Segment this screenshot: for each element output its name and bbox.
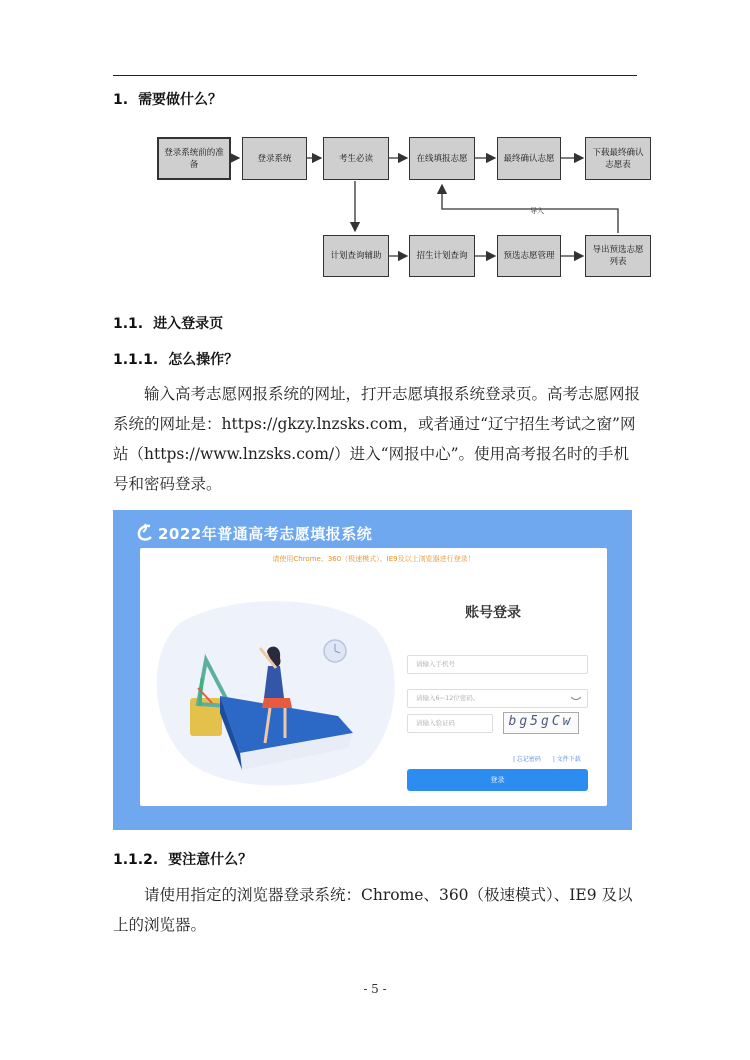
section-heading-1-1-1: 1.1.1. 怎么操作？ (113, 352, 239, 368)
section-heading-1: 1. 需要做什么？ (113, 92, 223, 108)
section-heading-1-1: 1.1. 进入登录页 (113, 316, 224, 332)
node-confirm: 最终确认志愿 (497, 137, 561, 180)
node-plan: 招生计划查询 (409, 235, 475, 277)
instruction-paragraph: 输入高考志愿网报系统的网址，打开志愿填报系统登录页。高考志愿网报系统的网址是：https://gkzy.lnzsks.com，或者通过“辽宁招生考试之窗”网站（https://www.lnzsks.com/）进入“网报中心”。使用高考报名时的手机号和密码登录。 (113, 385, 641, 493)
node-fill: 在线填报志愿 (409, 137, 475, 180)
login-button[interactable]: 登录 (407, 769, 588, 791)
system-logo-icon (135, 522, 155, 542)
file-download-link[interactable]: | 文件下载 (552, 756, 581, 763)
header-rule (113, 75, 637, 76)
browser-note-paragraph: 请使用指定的浏览器登录系统：Chrome、360（极速模式）、IE9 及以上的浏览器。 (113, 886, 633, 934)
node-prep: 登录系统前的准备 (157, 137, 231, 180)
phone-input[interactable]: 请输入手机号 (407, 655, 588, 674)
node-read: 考生必读 (323, 137, 389, 180)
login-title: 账号登录 (465, 605, 521, 621)
page-number: - 5 - (363, 982, 387, 996)
node-login: 登录系统 (242, 137, 307, 180)
captcha-image[interactable]: bg5gCw (503, 712, 579, 734)
import-label: 导入 (530, 207, 544, 215)
node-query: 计划查询辅助 (323, 235, 389, 277)
eye-icon[interactable] (571, 696, 581, 702)
node-export: 导出预选志愿列表 (585, 235, 651, 277)
browser-warning: 请使用Chrome、360（极速模式）、IE9及以上浏览器进行登录！ (272, 555, 475, 563)
password-input[interactable]: 请输入6~12位密码。 (407, 689, 588, 708)
reading-girl-illustration (140, 548, 400, 806)
node-manage: 预选志愿管理 (497, 235, 561, 277)
forgot-password-link[interactable]: | 忘记密码 (513, 756, 541, 763)
node-download: 下载最终确认志愿表 (585, 137, 651, 180)
section-heading-1-1-2: 1.1.2. 要注意什么？ (113, 852, 253, 868)
captcha-input[interactable]: 请输入验证码 (407, 714, 493, 733)
flowchart (155, 135, 655, 280)
login-screenshot (113, 510, 632, 830)
system-title: 2022年普通高考志愿填报系统 (158, 525, 373, 543)
login-card (140, 548, 607, 806)
login-links (513, 754, 581, 763)
